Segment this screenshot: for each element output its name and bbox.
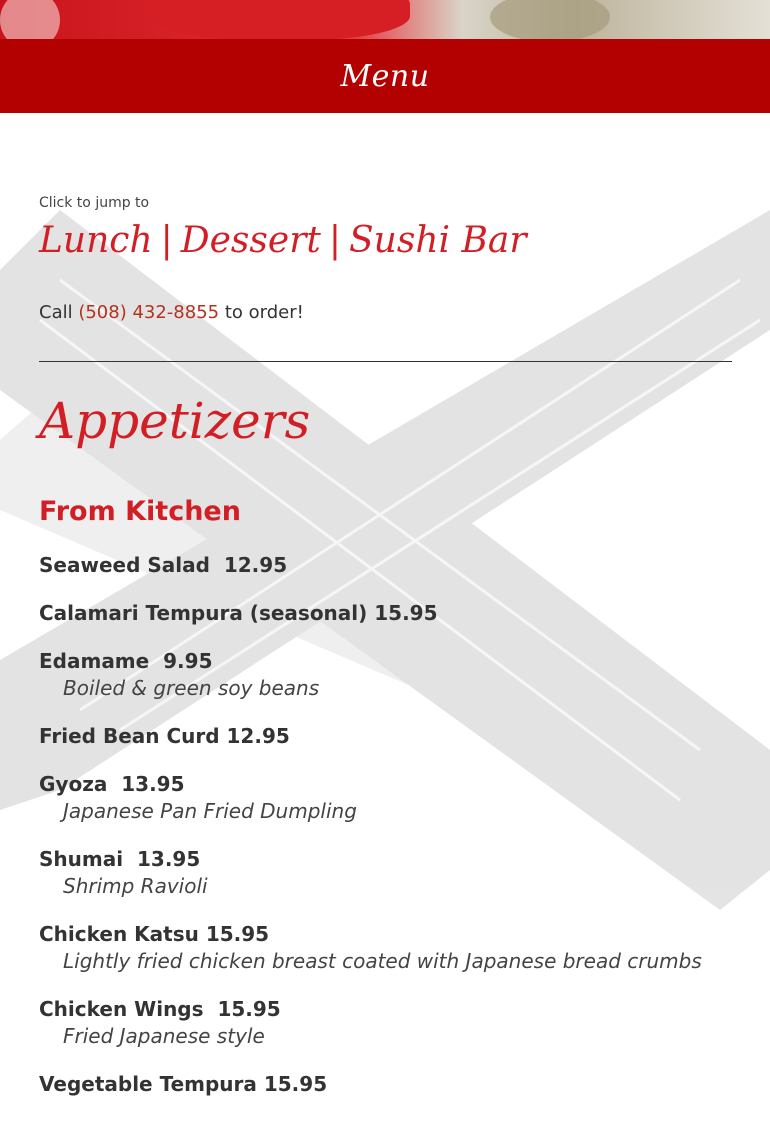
hero-image-strip [0,0,770,39]
call-to-order [39,302,304,323]
menu-item-name: Gyoza 13.95 [39,772,185,796]
menu-item-list [39,551,732,1118]
call-suffix: to order! [219,302,304,323]
jump-separator: | [160,220,173,261]
menu-item-name: Edamame 9.95 [39,649,213,673]
menu-item [39,551,732,579]
menu-item-description: Boiled & green soy beans [63,676,320,700]
section-title: Appetizers [39,392,311,450]
jump-label: Click to jump to [39,195,150,211]
jump-links [39,220,527,261]
jump-link-dessert[interactable]: Dessert [180,220,321,261]
menu-item-name: Seaweed Salad 12.95 [39,553,288,577]
menu-item [39,1070,732,1098]
section-subtitle: From Kitchen [39,496,241,527]
menu-item [39,722,732,750]
menu-item-name: Vegetable Tempura 15.95 [39,1072,328,1096]
menu-item [39,647,732,702]
menu-item-description: Lightly fried chicken breast coated with Japanese bread crumbs [63,949,702,973]
jump-link-sushi-bar[interactable]: Sushi Bar [349,220,527,261]
menu-item [39,920,732,975]
menu-item-description: Japanese Pan Fried Dumpling [63,799,357,823]
menu-item [39,599,732,627]
jump-separator: | [328,220,342,261]
menu-item-description: Fried Japanese style [63,1024,265,1048]
menu-item-name: Chicken Katsu 15.95 [39,922,270,946]
call-prefix: Call [39,302,79,323]
menu-header-bar [0,39,770,113]
menu-item [39,770,732,825]
divider [39,361,732,362]
menu-item-description: Shrimp Ravioli [63,874,208,898]
menu-item-name: Fried Bean Curd 12.95 [39,724,290,748]
jump-link-lunch[interactable]: Lunch [39,220,153,261]
menu-item [39,995,732,1050]
menu-item-name: Shumai 13.95 [39,847,201,871]
menu-item [39,845,732,900]
phone-link[interactable]: (508) 432-8855 [78,302,220,323]
menu-item-name: Calamari Tempura (seasonal) 15.95 [39,601,438,625]
menu-item-name: Chicken Wings 15.95 [39,997,281,1021]
page-title: Menu [340,58,430,94]
